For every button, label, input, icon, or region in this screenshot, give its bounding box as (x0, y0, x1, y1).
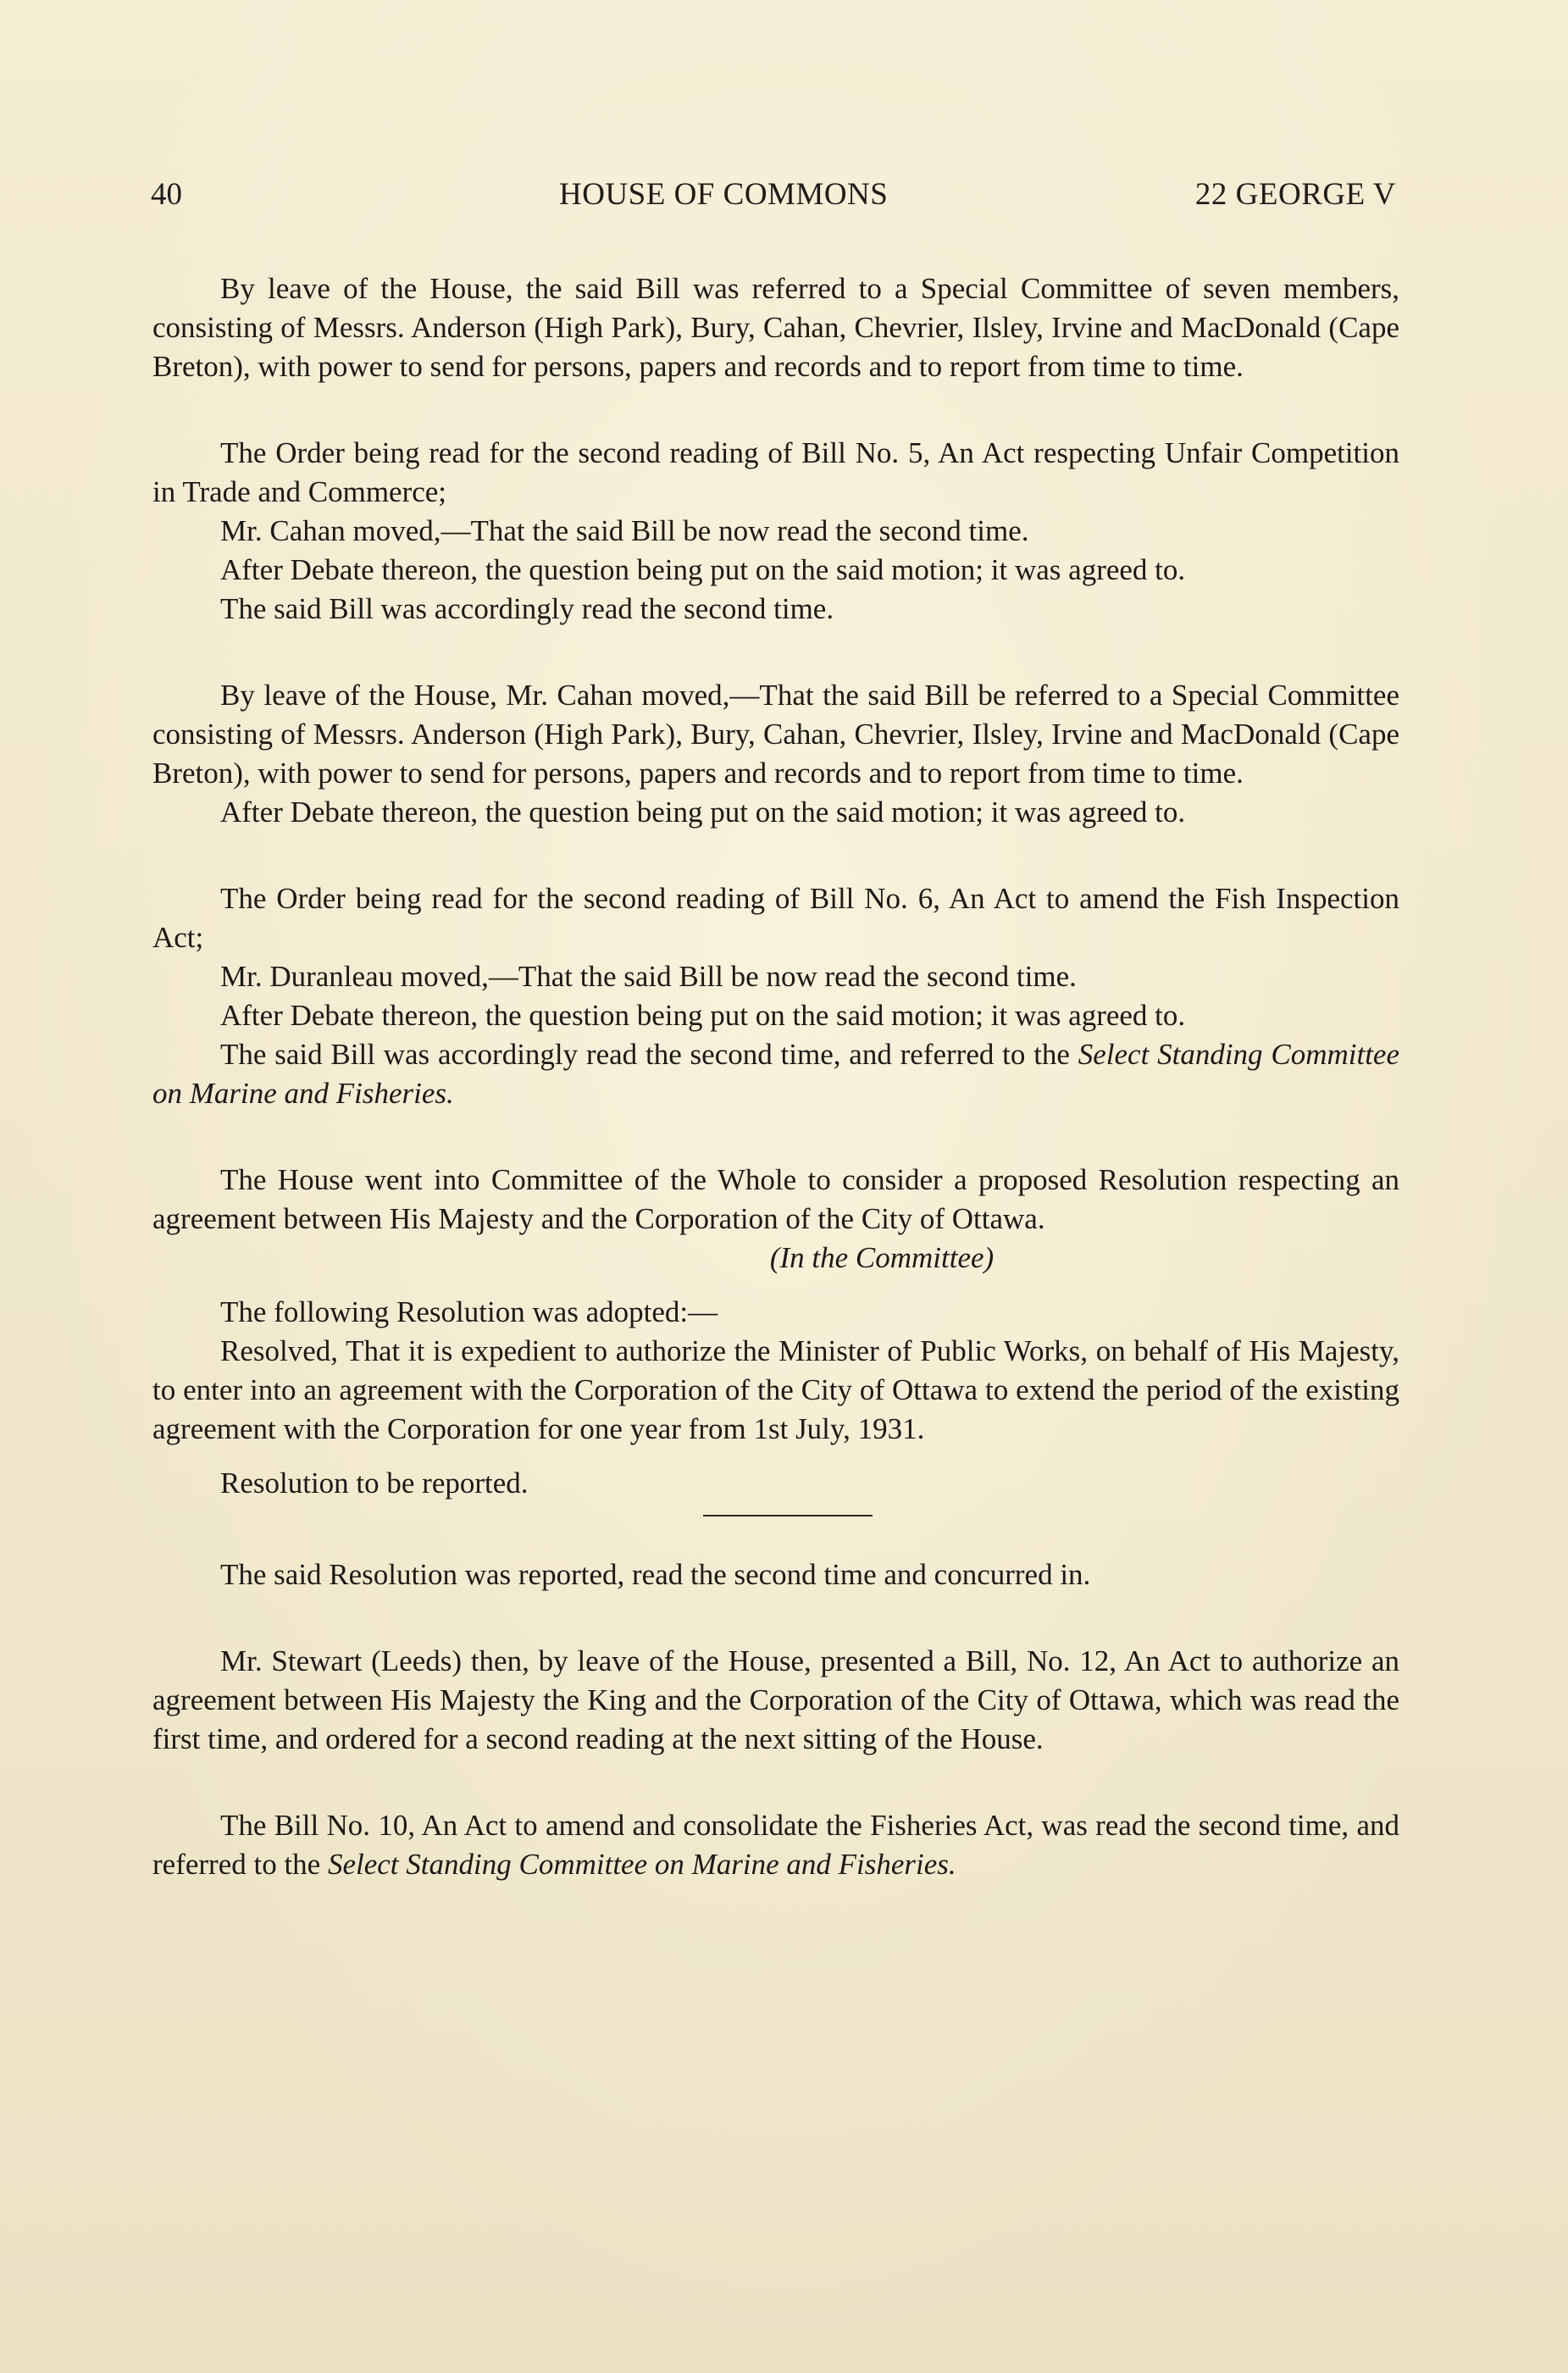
paragraph-resolution-adopted: The following Resolution was adopted:— (220, 1295, 718, 1328)
referral-text: The said Bill was accordingly read the second time, and referred to the (220, 1038, 1078, 1071)
paragraph-bill-12: Mr. Stewart (Leeds) then, by leave of the House, presented a Bill, No. 12, An Act to authorize an agreement between His Majesty the King and the Corporation of the City of Ottawa, which was read the first time, and ordered for a second reading at the next sitting of the House. (152, 1644, 1399, 1755)
regnal-year: 22 GEORGE V (1194, 177, 1396, 212)
paragraph-cahan-motion: Mr. Cahan moved,—That the said Bill be now read the second time. (220, 514, 1029, 547)
committee-note: (In the Committee) (769, 1241, 995, 1274)
paragraph-bill-referral: By leave of the House, the said Bill was referred to a Special Committee of seven members, consisting of Messrs. Anderson (High Park), Bury, Cahan, Chevrier, Ilsley, Irvine and MacDonald (Cape Breton), with power to send for persons, papers and records and to report from time to time. (152, 272, 1399, 383)
paragraph-bill-10 (152, 1806, 1399, 1884)
paragraph-order-bill-6: The Order being read for the second reading of Bill No. 6, An Act to amend the Fish Inspection Act; (152, 882, 1399, 954)
paragraph-debate-agreed-1: After Debate thereon, the question being put on the said motion; it was agreed to. (220, 553, 1186, 586)
paragraph-debate-agreed-3: After Debate thereon, the question being put on the said motion; it was agreed to. (220, 999, 1186, 1032)
paragraph-second-reading-1: The said Bill was accordingly read the second time. (220, 592, 834, 625)
committee-name: Select Standing Committee on Marine and Fisheries. (152, 1038, 1399, 1110)
running-header (151, 176, 1396, 227)
journal-body (152, 269, 1399, 1884)
running-title: HOUSE OF COMMONS (559, 177, 889, 212)
paragraph-referred-marine (152, 1035, 1399, 1113)
paragraph-special-committee: By leave of the House, Mr. Cahan moved,—That the said Bill be referred to a Special Committee consisting of Messrs. Anderson (High Park), Bury, Cahan, Chevrier, Ilsley, Irvine and MacDonald (Cape Breton), with power to send for persons, papers and records and to report from time to time. (152, 679, 1399, 790)
paragraph-committee-whole: The House went into Committee of the Whole to consider a proposed Resolution respecting an agreement between His Majesty and the Corporation of the City of Ottawa. (152, 1163, 1399, 1235)
paragraph-concurred: The said Resolution was reported, read the second time and concurred in. (220, 1558, 1091, 1591)
paragraph-resolved: Resolved, That it is expedient to authorize the Minister of Public Works, on behalf of His Majesty, to enter into an agreement with the Corporation of the City of Ottawa to extend the period of the existing agreement with the Corporation for one year from 1st July, 1931. (152, 1334, 1399, 1445)
committee-name-2: Select Standing Committee on Marine and Fisheries. (327, 1848, 956, 1881)
bill-10-text: The Bill No. 10, An Act to amend and consolidate the Fisheries Act, was read the second time, and referred to the (152, 1809, 1399, 1881)
paragraph-debate-agreed-2: After Debate thereon, the question being put on the said motion; it was agreed to. (220, 796, 1186, 829)
page-number: 40 (151, 177, 182, 212)
paragraph-order-bill-5: The Order being read for the second reading of Bill No. 5, An Act respecting Unfair Competition in Trade and Commerce; (152, 436, 1399, 508)
paragraph-duranleau-motion: Mr. Duranleau moved,—That the said Bill be now read the second time. (220, 960, 1077, 993)
section-divider (703, 1515, 873, 1516)
paragraph-resolution-reported: Resolution to be reported. (220, 1466, 529, 1500)
